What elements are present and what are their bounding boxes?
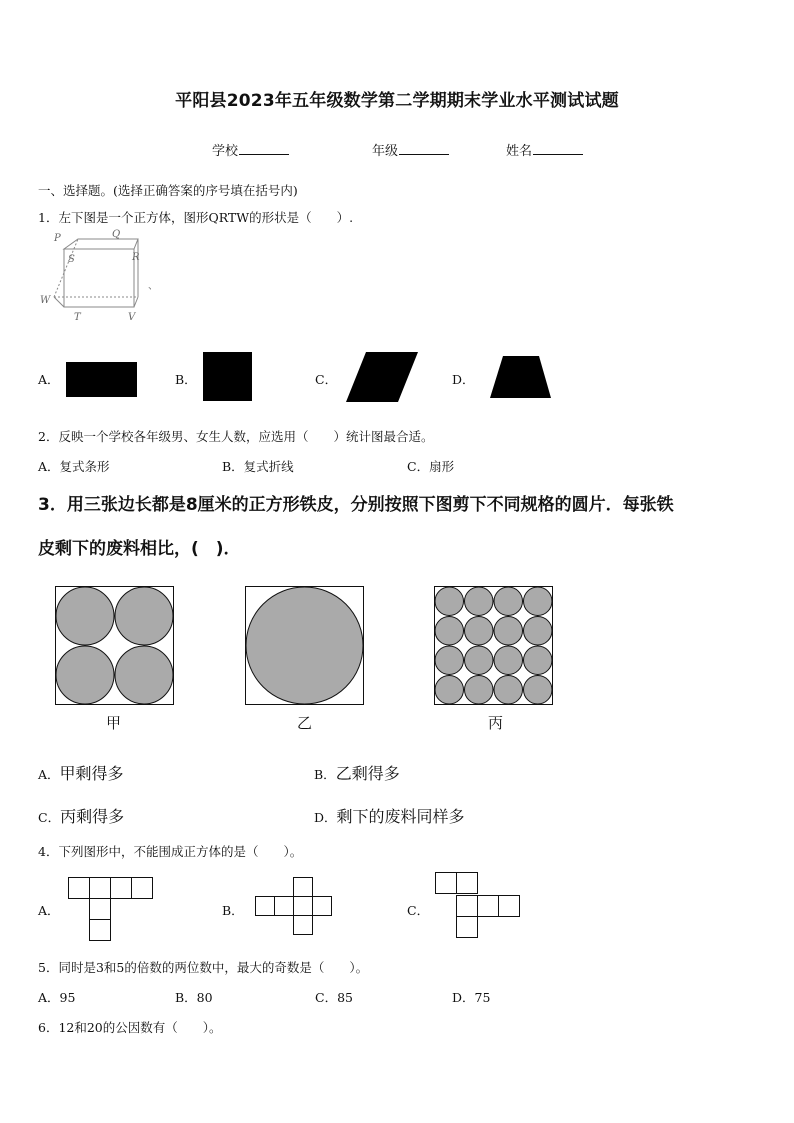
small-circle (524, 617, 553, 646)
rectangle-shape (66, 362, 138, 398)
page-title: 平阳县2023年五年级数学第二学期期末学业水平测试试题 (175, 91, 619, 111)
q4-option-b[interactable]: B． (222, 903, 244, 918)
cube-label-p: P (54, 233, 61, 244)
question-2-text: 2．反映一个学校各年级男、女生人数，应选用（ ）统计图最合适。 (38, 429, 434, 444)
small-circle (435, 617, 464, 646)
q2-option-a[interactable]: A．复式条形 (38, 459, 110, 474)
small-circle (465, 587, 494, 616)
cube-label-t: T (74, 312, 81, 323)
small-circle (465, 646, 494, 675)
small-circle (435, 676, 464, 705)
small-circle (465, 617, 494, 646)
q5-option-a[interactable]: A．95 (38, 990, 76, 1005)
question-6-text: 6．12和20的公因数有（ ）。 (38, 1020, 222, 1035)
q1-option-b[interactable]: B． (175, 372, 197, 387)
cube-label-w: W (40, 295, 51, 306)
cube-label-r: R (132, 252, 140, 263)
q5-option-b[interactable]: B．80 (175, 990, 213, 1005)
question-3-line-1: 3．用三张边长都是8厘米的正方形铁皮，分别按照下图剪下不同规格的圆片．每张铁 (38, 495, 674, 515)
figure-bing (434, 586, 554, 706)
q3-option-d[interactable]: D．剩下的废料同样多 (314, 807, 465, 826)
q4-option-a[interactable]: A． (38, 903, 60, 918)
q3-option-a[interactable]: A．甲剩得多 (38, 764, 124, 783)
section-heading: 一、选择题。(选择正确答案的序号填在括号内) (38, 183, 298, 198)
cube-net-a (68, 877, 154, 943)
question-1-text: 1．左下图是一个正方体，图形QRTW的形状是（ ）. (38, 210, 354, 225)
school-blank[interactable] (239, 142, 289, 155)
cube-label-s: S (68, 254, 75, 265)
figure-yi (245, 586, 365, 706)
cube-label-q: Q (112, 229, 121, 240)
caption-yi: 乙 (297, 714, 313, 732)
caption-jia: 甲 (106, 714, 122, 732)
school-label: 学校 (212, 144, 239, 159)
question-5-text: 5．同时是3和5的倍数的两位数中，最大的奇数是（ ）。 (38, 960, 369, 975)
q2-option-b[interactable]: B．复式折线 (222, 459, 294, 474)
cube-net-c (435, 872, 521, 942)
name-field[interactable] (506, 140, 583, 159)
cube-net-b (255, 877, 335, 943)
q1-option-d[interactable]: D． (452, 372, 475, 387)
small-circle (524, 676, 553, 705)
q5-option-c[interactable]: C．85 (315, 990, 353, 1005)
cube-label-v: V (128, 312, 136, 323)
q5-option-d[interactable]: D．75 (452, 990, 491, 1005)
trapezoid-shape (490, 356, 552, 400)
small-circle (494, 587, 523, 616)
name-blank[interactable] (533, 142, 583, 155)
square-shape (203, 352, 253, 402)
small-circle (435, 587, 464, 616)
small-circle (494, 676, 523, 705)
name-label: 姓名 (506, 144, 533, 159)
q3-option-c[interactable]: C．丙剩得多 (38, 807, 125, 826)
grade-field[interactable] (372, 140, 449, 159)
caption-bing: 丙 (488, 714, 504, 732)
question-4-text: 4．下列图形中，不能围成正方体的是（ ）。 (38, 844, 303, 859)
q2-option-c[interactable]: C．扇形 (407, 459, 455, 474)
grade-blank[interactable] (399, 142, 449, 155)
parallelogram-shape (346, 352, 420, 404)
q4-option-c[interactable]: C． (407, 903, 430, 918)
q1-option-a[interactable]: A． (38, 372, 60, 387)
figure-jia (55, 586, 175, 706)
question-3-line-2: 皮剩下的废料相比，( )． (38, 539, 241, 559)
grade-label: 年级 (372, 144, 399, 159)
small-circle (524, 587, 553, 616)
q1-option-c[interactable]: C． (315, 372, 338, 387)
small-circle (465, 676, 494, 705)
small-circle (494, 617, 523, 646)
q3-option-b[interactable]: B．乙剩得多 (314, 764, 400, 783)
small-circle (494, 646, 523, 675)
small-circle (435, 646, 464, 675)
small-circle (524, 646, 553, 675)
school-field[interactable] (212, 140, 289, 159)
